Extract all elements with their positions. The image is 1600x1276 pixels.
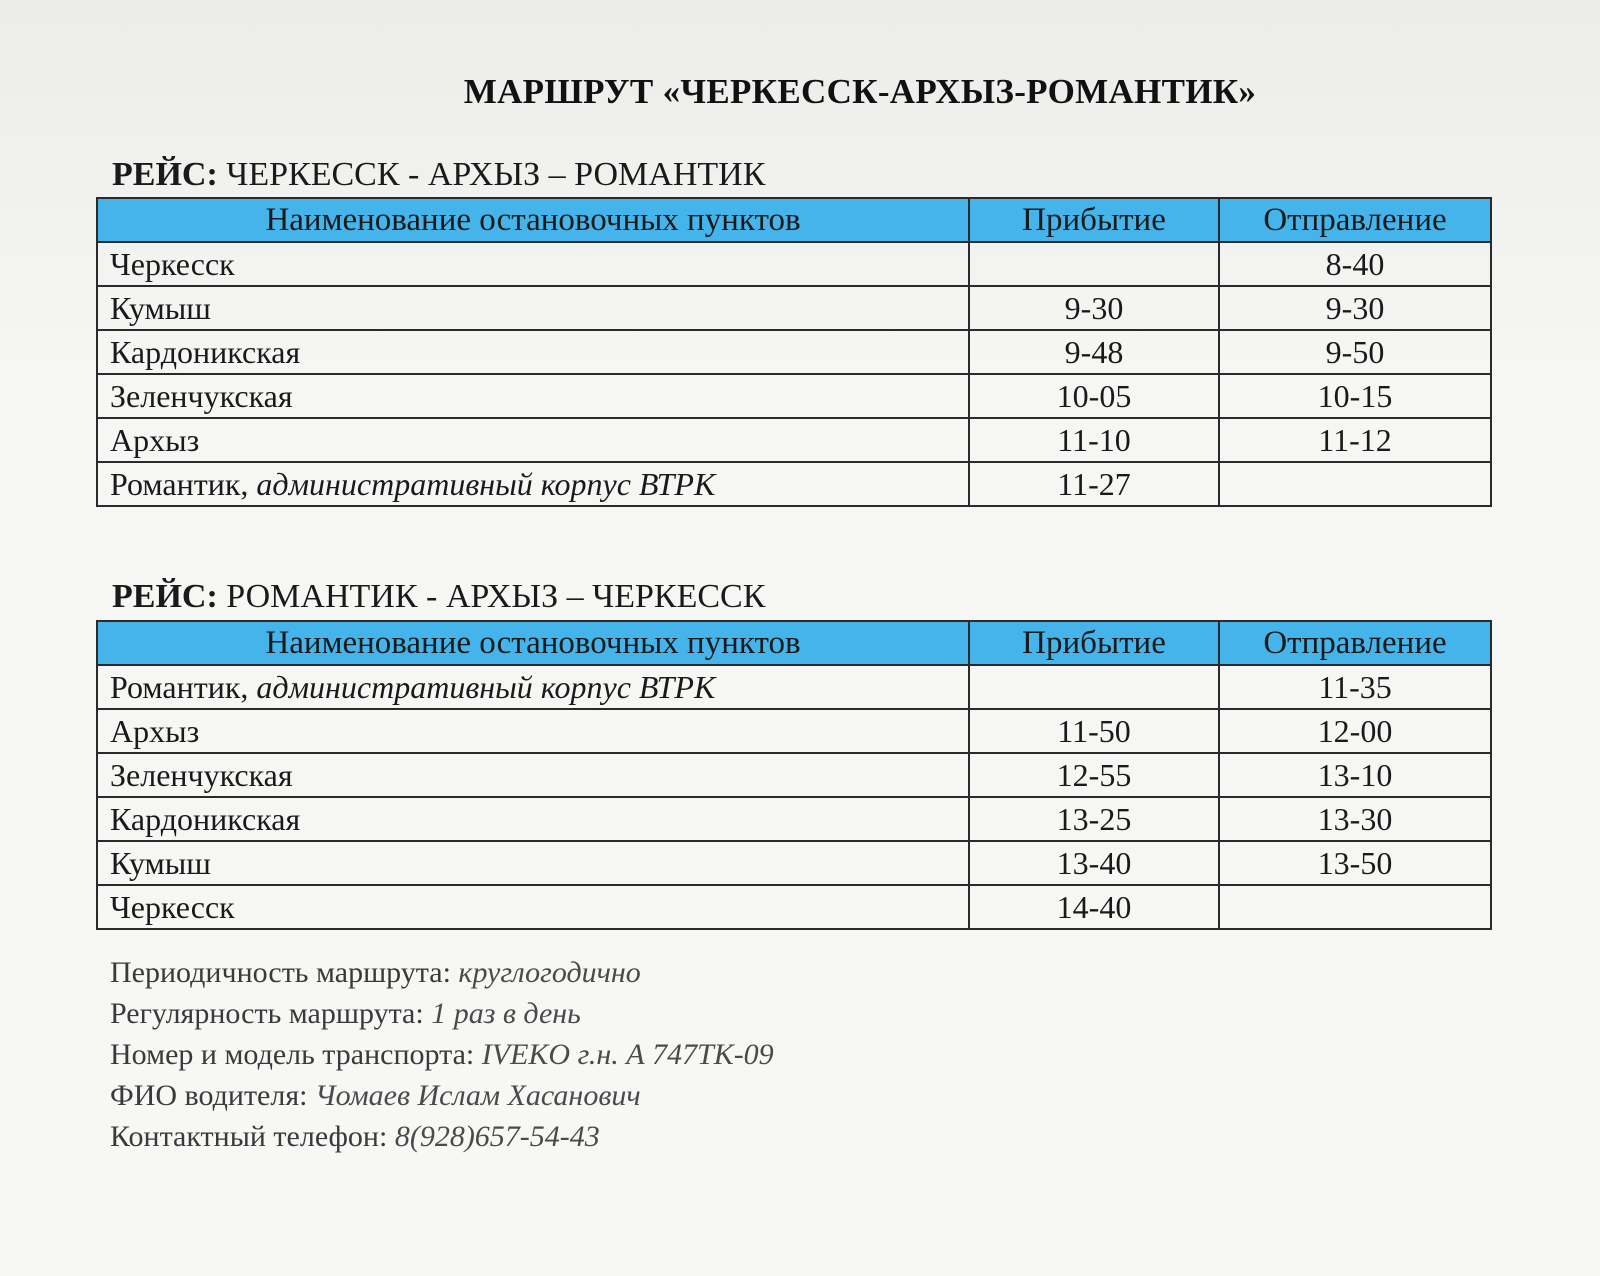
stop-name: Кумыш [110, 844, 211, 881]
departure-cell: 13-30 [1219, 797, 1491, 841]
info-frequency [110, 952, 774, 993]
table-header-row [97, 621, 1491, 665]
table-row [97, 885, 1491, 929]
stop-name: Зеленчукская [110, 377, 293, 414]
trip-2-title [112, 578, 765, 616]
header-stop-name: Наименование остановочных пунктов [97, 198, 969, 242]
info-label: Контактный телефон: [110, 1120, 395, 1153]
arrival-cell [969, 242, 1219, 286]
info-value: 8(928)657-54-43 [394, 1120, 600, 1153]
header-stop-name: Наименование остановочных пунктов [97, 621, 969, 665]
stop-name-cell [97, 462, 969, 506]
arrival-cell: 12-55 [969, 753, 1219, 797]
trip-2-schedule-table [96, 620, 1492, 930]
stop-name: Черкесск [110, 888, 235, 925]
info-regularity [110, 993, 774, 1034]
document-title: МАРШРУТ «ЧЕРКЕССК-АРХЫЗ-РОМАНТИК» [463, 72, 1257, 111]
arrival-cell: 11-10 [969, 418, 1219, 462]
departure-cell: 11-35 [1219, 665, 1491, 709]
stop-name-detail: административный корпус ВТРК [256, 668, 716, 705]
info-label: Периодичность маршрута: [110, 956, 459, 989]
table-row [97, 665, 1491, 709]
stop-name-cell [97, 374, 969, 418]
arrival-cell: 11-50 [969, 709, 1219, 753]
trip-1-title [112, 156, 765, 194]
departure-cell: 8-40 [1219, 242, 1491, 286]
arrival-cell: 9-48 [969, 330, 1219, 374]
departure-cell: 12-00 [1219, 709, 1491, 753]
stop-name-cell [97, 753, 969, 797]
stop-name: Романтик, [110, 465, 257, 502]
table-row [97, 374, 1491, 418]
departure-cell: 11-12 [1219, 418, 1491, 462]
table-row [97, 709, 1491, 753]
trip-2-name: РОМАНТИК - АРХЫЗ – ЧЕРКЕССК [217, 578, 766, 615]
table-header-row [97, 198, 1491, 242]
table-row [97, 841, 1491, 885]
departure-cell [1219, 462, 1491, 506]
header-arrival: Прибытие [969, 198, 1219, 242]
info-label: Номер и модель транспорта: [110, 1038, 482, 1071]
stop-name-cell [97, 709, 969, 753]
departure-cell [1219, 885, 1491, 929]
info-value: IVEKO г.н. А 747ТК-09 [481, 1038, 774, 1071]
stop-name-cell [97, 665, 969, 709]
table-row [97, 242, 1491, 286]
departure-cell: 9-50 [1219, 330, 1491, 374]
stop-name-cell [97, 885, 969, 929]
stop-name: Архыз [110, 712, 200, 749]
departure-cell: 13-50 [1219, 841, 1491, 885]
trip-1-label: РЕЙС: [112, 156, 218, 193]
header-departure: Отправление [1219, 621, 1491, 665]
table-row [97, 797, 1491, 841]
info-value: круглогодично [458, 956, 641, 989]
departure-cell: 9-30 [1219, 286, 1491, 330]
route-info [110, 952, 774, 1157]
table-row [97, 286, 1491, 330]
stop-name-cell [97, 330, 969, 374]
stop-name: Архыз [110, 421, 200, 458]
table-row [97, 462, 1491, 506]
stop-name: Зеленчукская [110, 756, 293, 793]
table-row [97, 418, 1491, 462]
header-departure: Отправление [1219, 198, 1491, 242]
departure-cell: 10-15 [1219, 374, 1491, 418]
table-row [97, 753, 1491, 797]
arrival-cell: 13-40 [969, 841, 1219, 885]
header-arrival: Прибытие [969, 621, 1219, 665]
trip-1-name: ЧЕРКЕССК - АРХЫЗ – РОМАНТИК [217, 156, 766, 193]
info-phone [110, 1116, 774, 1157]
table-row [97, 330, 1491, 374]
trip-1-schedule-table [96, 197, 1492, 507]
arrival-cell: 14-40 [969, 885, 1219, 929]
stop-name-cell [97, 418, 969, 462]
stop-name: Романтик, [110, 668, 257, 705]
trip-2-label: РЕЙС: [112, 578, 218, 615]
stop-name-detail: административный корпус ВТРК [256, 465, 716, 502]
stop-name-cell [97, 286, 969, 330]
info-vehicle [110, 1034, 774, 1075]
arrival-cell: 10-05 [969, 374, 1219, 418]
stop-name: Кумыш [110, 289, 211, 326]
arrival-cell [969, 665, 1219, 709]
stop-name-cell [97, 797, 969, 841]
stop-name-cell [97, 841, 969, 885]
stop-name: Кардоникская [110, 800, 301, 837]
arrival-cell: 9-30 [969, 286, 1219, 330]
departure-cell: 13-10 [1219, 753, 1491, 797]
info-driver [110, 1075, 774, 1116]
arrival-cell: 11-27 [969, 462, 1219, 506]
stop-name-cell [97, 242, 969, 286]
info-value: Чомаев Ислам Хасанович [314, 1079, 641, 1112]
info-label: Регулярность маршрута: [110, 997, 432, 1030]
stop-name: Кардоникская [110, 333, 301, 370]
info-value: 1 раз в день [431, 997, 581, 1030]
info-label: ФИО водителя: [110, 1079, 315, 1112]
stop-name: Черкесск [110, 245, 235, 282]
arrival-cell: 13-25 [969, 797, 1219, 841]
